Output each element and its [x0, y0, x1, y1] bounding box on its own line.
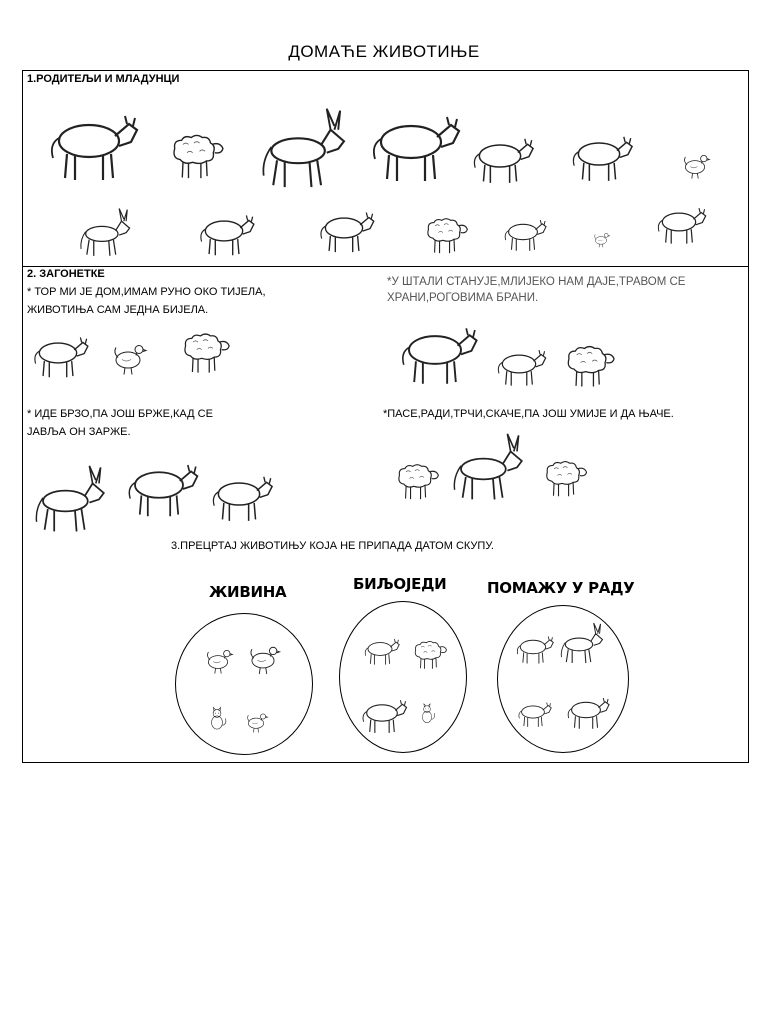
- cow-icon: [356, 690, 408, 736]
- herbivores-set-circle[interactable]: [339, 601, 467, 753]
- riddle2-line2: ХРАНИ,РОГОВИМА БРАНИ.: [387, 292, 539, 304]
- chick-icon: [589, 225, 613, 251]
- donkey-icon: [25, 461, 109, 533]
- sheep-icon: [155, 121, 233, 183]
- goat-icon: [457, 125, 543, 187]
- riddle1-line2: ЖИВОТИЊА САМ ЈЕДНА БИЈЕЛА.: [27, 304, 209, 316]
- donkey-icon: [245, 103, 355, 189]
- goat-icon: [489, 339, 549, 389]
- riddle3-line1: * ИДЕ БРЗО,ПА ЈОШ БРЖЕ,КАД СЕ: [27, 408, 213, 420]
- ram-icon: [535, 449, 591, 501]
- horse-icon: [360, 622, 400, 676]
- group3-label: ПОМАЖУ У РАДУ: [487, 579, 635, 597]
- sheep-icon: [406, 632, 450, 672]
- kid-goat-icon: [499, 205, 547, 259]
- hen-icon: [667, 145, 723, 181]
- calf-icon: [179, 203, 269, 259]
- donkey-icon: [445, 427, 525, 503]
- bull-icon: [510, 628, 556, 666]
- cat-icon: [202, 698, 232, 738]
- cow-icon: [25, 96, 153, 186]
- section-divider: [23, 266, 748, 267]
- riddle1-line1: * ТОР МИ ЈЕ ДОМ,ИМАМ РУНО ОКО ТИЈЕЛА,: [27, 286, 266, 298]
- goat-icon: [25, 325, 91, 381]
- piglet-icon: [643, 197, 715, 247]
- sheep-icon: [165, 321, 241, 377]
- cow-icon: [387, 311, 483, 389]
- sheep-icon: [387, 453, 443, 503]
- foal-icon: [313, 195, 375, 261]
- section2-heading: 2. ЗАГОНЕТКЕ: [27, 268, 105, 280]
- horse-icon: [361, 91, 461, 193]
- group1-label: ЖИВИНА: [209, 583, 287, 601]
- working-animals-set-circle[interactable]: [497, 605, 629, 753]
- goose-icon: [103, 329, 153, 381]
- pig-icon: [553, 123, 645, 185]
- horse-icon: [514, 688, 552, 736]
- ram-icon: [553, 333, 621, 391]
- goose-icon: [240, 698, 272, 742]
- bull-icon: [201, 463, 277, 525]
- donkey-icon: [554, 620, 606, 664]
- horse-icon: [119, 443, 199, 527]
- cat-icon: [414, 696, 440, 730]
- poultry-set-circle[interactable]: [175, 613, 313, 755]
- riddle3-line2: ЈАВЉА ОН ЗАРЖЕ.: [27, 426, 131, 438]
- page-title: ДОМАЋЕ ЖИВОТИЊЕ: [288, 42, 480, 61]
- riddle2-line1: *У ШТАЛИ СТАНУЈЕ,МЛИЈЕКО НАМ ДАЈЕ,ТРАВОМ СЕ: [387, 276, 686, 288]
- group2-label: БИЉОЈЕДИ: [353, 575, 447, 593]
- section3-instruction: 3.ПРЕЦРТАЈ ЖИВОТИЊУ КОЈА НЕ ПРИПАДА ДАТОМ СКУПУ.: [171, 540, 494, 552]
- lamb-icon: [415, 207, 473, 257]
- section1-heading: 1.РОДИТЕЉИ И МЛАДУНЦИ: [27, 73, 180, 85]
- donkey-foal-icon: [71, 205, 135, 257]
- worksheet-frame: [22, 70, 749, 763]
- riddle4-line1: *ПАСЕ,РАДИ,ТРЧИ,СКАЧЕ,ПА ЈОШ УМИЈЕ И ДА ЊАЧЕ.: [383, 408, 674, 420]
- hen-icon: [198, 636, 238, 680]
- turkey-icon: [240, 630, 286, 682]
- ox-icon: [562, 688, 610, 732]
